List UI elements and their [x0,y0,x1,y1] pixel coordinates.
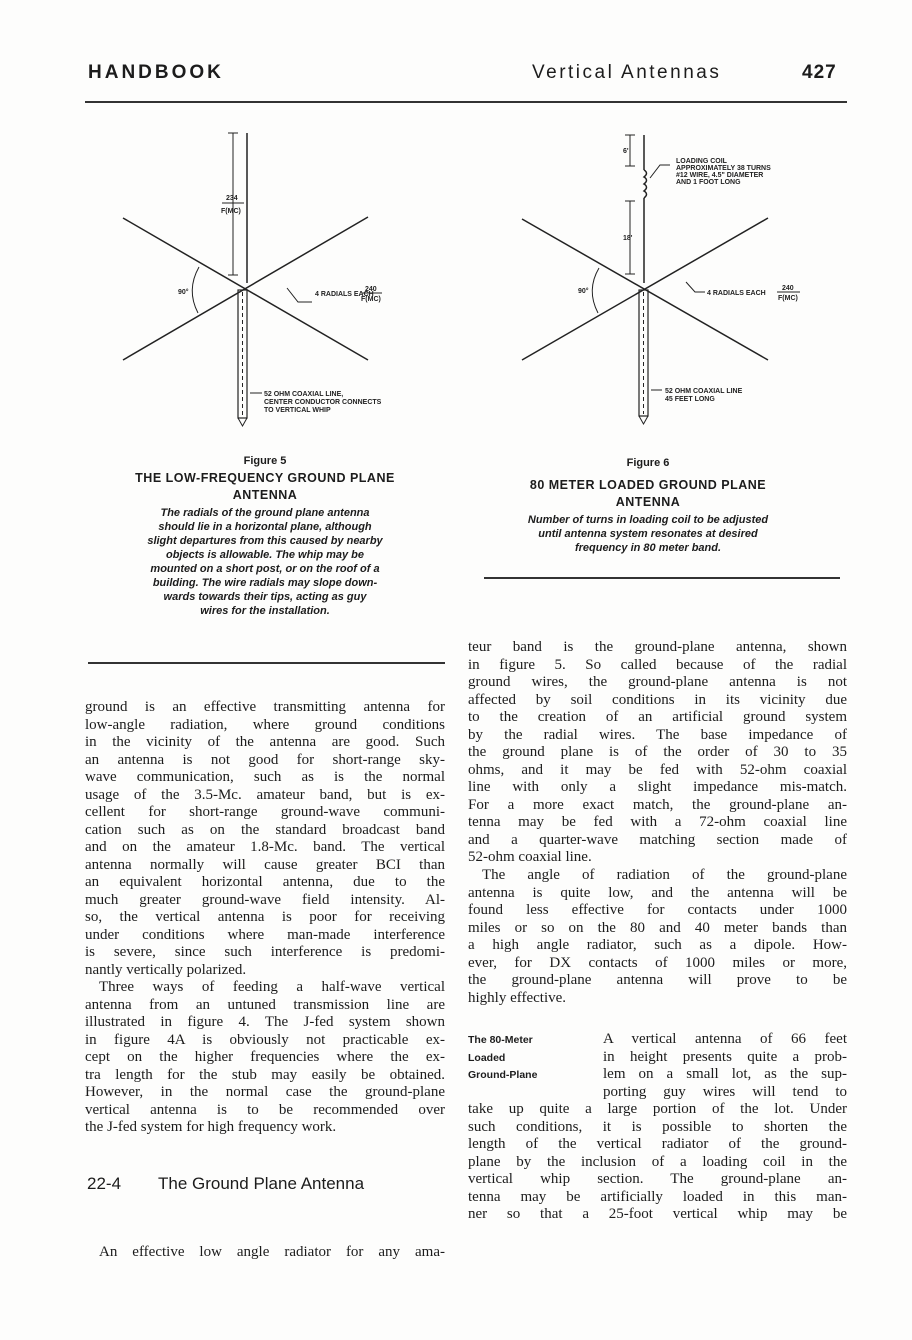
text-line: cellent for short-range ground-wave communi- [85,804,445,820]
text-line: tra length for the stub may easily be obtained. [85,1066,445,1083]
paragraph [85,699,445,979]
text-line: and a quarter-wave matching section made of [468,831,847,848]
text-line: teur band is the ground-plane antenna, shown [468,639,847,655]
text-line: cation such as on the standard broadcast band [85,821,445,838]
paragraph [85,979,445,1137]
text-line: For a more exact match, the ground-plane an- [468,796,847,813]
text-line: ground is an effective transmitting antenna for [85,699,445,715]
text-line: ground wires, the ground-plane antenna is not [468,674,847,690]
divider [484,577,840,579]
diagram-label: TO VERTICAL WHIP [264,407,331,414]
text-line: An effective low angle radiator for any ama- [99,1244,445,1260]
text-line: affected by soil conditions in its vicinity due [468,691,847,708]
text-line: miles or so on the 80 and 40 meter bands than [468,919,847,936]
text-line: ohms, and it may be fed with 52-ohm coaxial [468,761,847,778]
figure-5-caption [100,455,430,618]
diagram-label: 4 RADIALS EACH [315,291,374,298]
text-line: and on the amateur 1.8-Mc. band. The vertical [85,839,445,855]
text-line: in height presents quite a prob- [603,1048,847,1065]
text-line: ner so that a 25-foot vertical whip may be [468,1206,847,1222]
text-line: in figure 5. So called because of the radial [468,656,847,673]
diagram-label: #12 WIRE, 4.5" DIAMETER [676,172,764,179]
diagram-label: F(MC) [778,295,798,302]
text-line: ever, for DX contacts of 1000 miles or more, [468,954,847,971]
figure-number: Figure 6 [626,457,670,469]
paragraph [603,1031,847,1101]
text-line: low-angle radiation, where ground conditions [85,716,445,733]
caption-line: until antenna system resonates at desired [538,528,758,540]
diagram-label: F(MC) [361,296,381,303]
text-line: nantly vertically polarized. [85,961,247,978]
figure-6-caption [483,457,813,555]
side-head [468,1032,537,1085]
text-line: antenna normally will cause greater BCI than [85,856,445,873]
text-line: wave communication, such as is the normal [85,769,445,785]
caption-line: frequency in 80 meter band. [574,542,722,554]
text-line: Three ways of feeding a half-wave vertical [99,979,445,995]
diagram-label: AND 1 FOOT LONG [676,179,741,186]
page-number: 427 [802,62,837,83]
diagram-label: 240 [365,286,377,293]
text-line: is severe, since such interference is predomi- [85,944,445,960]
text-line: antenna is quite low, and the antenna will be [468,884,847,901]
caption-line: slight departures from this caused by nearby [147,535,383,547]
chapter-title: Vertical Antennas [532,62,722,83]
text-line: the J-fed system for high frequency work. [85,1119,337,1135]
caption-line: The radials of the ground plane antenna [160,507,370,519]
figure-title: 80 METER LOADED GROUND PLANE [529,478,767,492]
caption-line: building. The wire radials may slope down- [152,577,378,589]
text-line: in figure 4A is obviously not practicable ex- [85,1031,445,1048]
figure-number: Figure 5 [243,455,287,467]
figure-title: THE LOW-FREQUENCY GROUND PLANE [135,471,395,485]
text-line: illustrated in figure 4. The J-fed system shown [85,1014,445,1030]
text-line: to the creation of an artificial ground system [468,709,847,725]
text-line: the ground-plane antenna will prove to be [468,972,847,988]
text-line: found less effective for contacts under 1000 [468,902,847,918]
text-line: cept on the higher frequencies where the ex- [85,1049,445,1065]
caption-line: objects is allowable. The whip may be [165,549,365,561]
text-line: The angle of radiation of the ground-plane [482,867,847,883]
paragraph [85,1244,445,1262]
caption-text [100,506,430,618]
text-line: plane by the inclusion of a loading coil in the [468,1153,847,1170]
diagram-label: 45 FEET LONG [665,396,715,403]
text-line: highly effective. [468,989,567,1006]
caption-text [483,513,813,555]
section-number: 22-4 [87,1174,122,1193]
diagram-label: 4 RADIALS EACH [707,290,766,297]
text-line: tenna may be artificially loaded in this man- [468,1188,847,1205]
running-head: HANDBOOK [88,62,224,83]
side-head-line: The 80-Meter [468,1034,533,1046]
text-line: usage of the 3.5-Mc. amateur band, but is ex- [85,786,445,803]
diagram-label: 52 OHM COAXIAL LINE, [264,391,344,398]
diagram-label: 90° [578,288,589,295]
caption-line: wires for the installation. [200,605,330,617]
text-line: vertical antenna is to be recommended over [85,1101,445,1118]
diagram-label: F(MC) [221,208,241,215]
text-line: line with only a slight impedance mis-match. [468,779,847,795]
figure-title: ANTENNA [615,495,681,509]
diagram-label: 6' [623,148,629,155]
figure-title: ANTENNA [232,488,298,502]
text-line: However, in the normal case the ground-plane [85,1084,445,1100]
text-line: lem on a small lot, as the sup- [603,1066,847,1082]
diagram-label: APPROXIMATELY 38 TURNS [676,165,771,172]
text-line: an equivalent horizontal antenna, due to the [85,874,445,890]
text-line: antenna from an untuned transmission line are [85,996,445,1013]
text-line: length of the vertical radiator of the ground- [468,1136,847,1152]
text-line: such conditions, it is possible to shorten the [468,1118,847,1135]
paragraph [468,867,847,1007]
text-line: much greater ground-wave field intensity. Al- [85,891,445,908]
diagram-label: 52 OHM COAXIAL LINE [665,388,743,395]
text-line: under conditions where man-made interference [85,926,445,943]
caption-line: should lie in a horizontal plane, although [158,521,372,533]
diagram-label: 240 [782,285,794,292]
side-head-line: Ground-Plane [468,1069,538,1081]
text-line: the ground plane is of the order of 30 to 35 [468,744,847,760]
caption-line: wards towards their tips, acting as guy [163,591,367,603]
paragraph [468,639,847,867]
text-line: tenna may be fed with a 72-ohm coaxial line [468,814,847,830]
text-line: vertical whip section. The ground-plane an- [468,1171,847,1187]
diagram-label: CENTER CONDUCTOR CONNECTS [264,399,382,406]
text-line: porting guy wires will tend to [603,1083,847,1100]
figure-5-diagram [0,0,912,440]
text-line: an antenna is not good for short-range sky- [85,751,445,768]
side-head-line: Loaded [468,1051,506,1064]
text-line: a high angle radiator, such as a dipole. How- [468,937,847,953]
text-line: 52-ohm coaxial line. [468,849,592,865]
text-line: by the radial wires. The base impedance of [468,726,847,743]
divider [88,662,445,664]
diagram-label: 90° [178,289,189,296]
diagram-label: LOADING COIL [676,158,727,165]
caption-line: Number of turns in loading coil to be adjusted [527,514,769,526]
text-line: so, the vertical antenna is poor for receiving [85,909,445,925]
diagram-label: 234 [226,195,238,202]
text-line: take up quite a large portion of the lot. Under [468,1101,847,1117]
text-line: A vertical antenna of 66 feet [603,1031,847,1047]
caption-line: mounted on a short post, or on the roof of a [150,563,380,575]
paragraph [468,1101,847,1224]
section-title: The Ground Plane Antenna [158,1174,365,1193]
diagram-label: 18' [623,235,633,242]
text-line: in the vicinity of the antenna are good. Such [85,734,445,750]
